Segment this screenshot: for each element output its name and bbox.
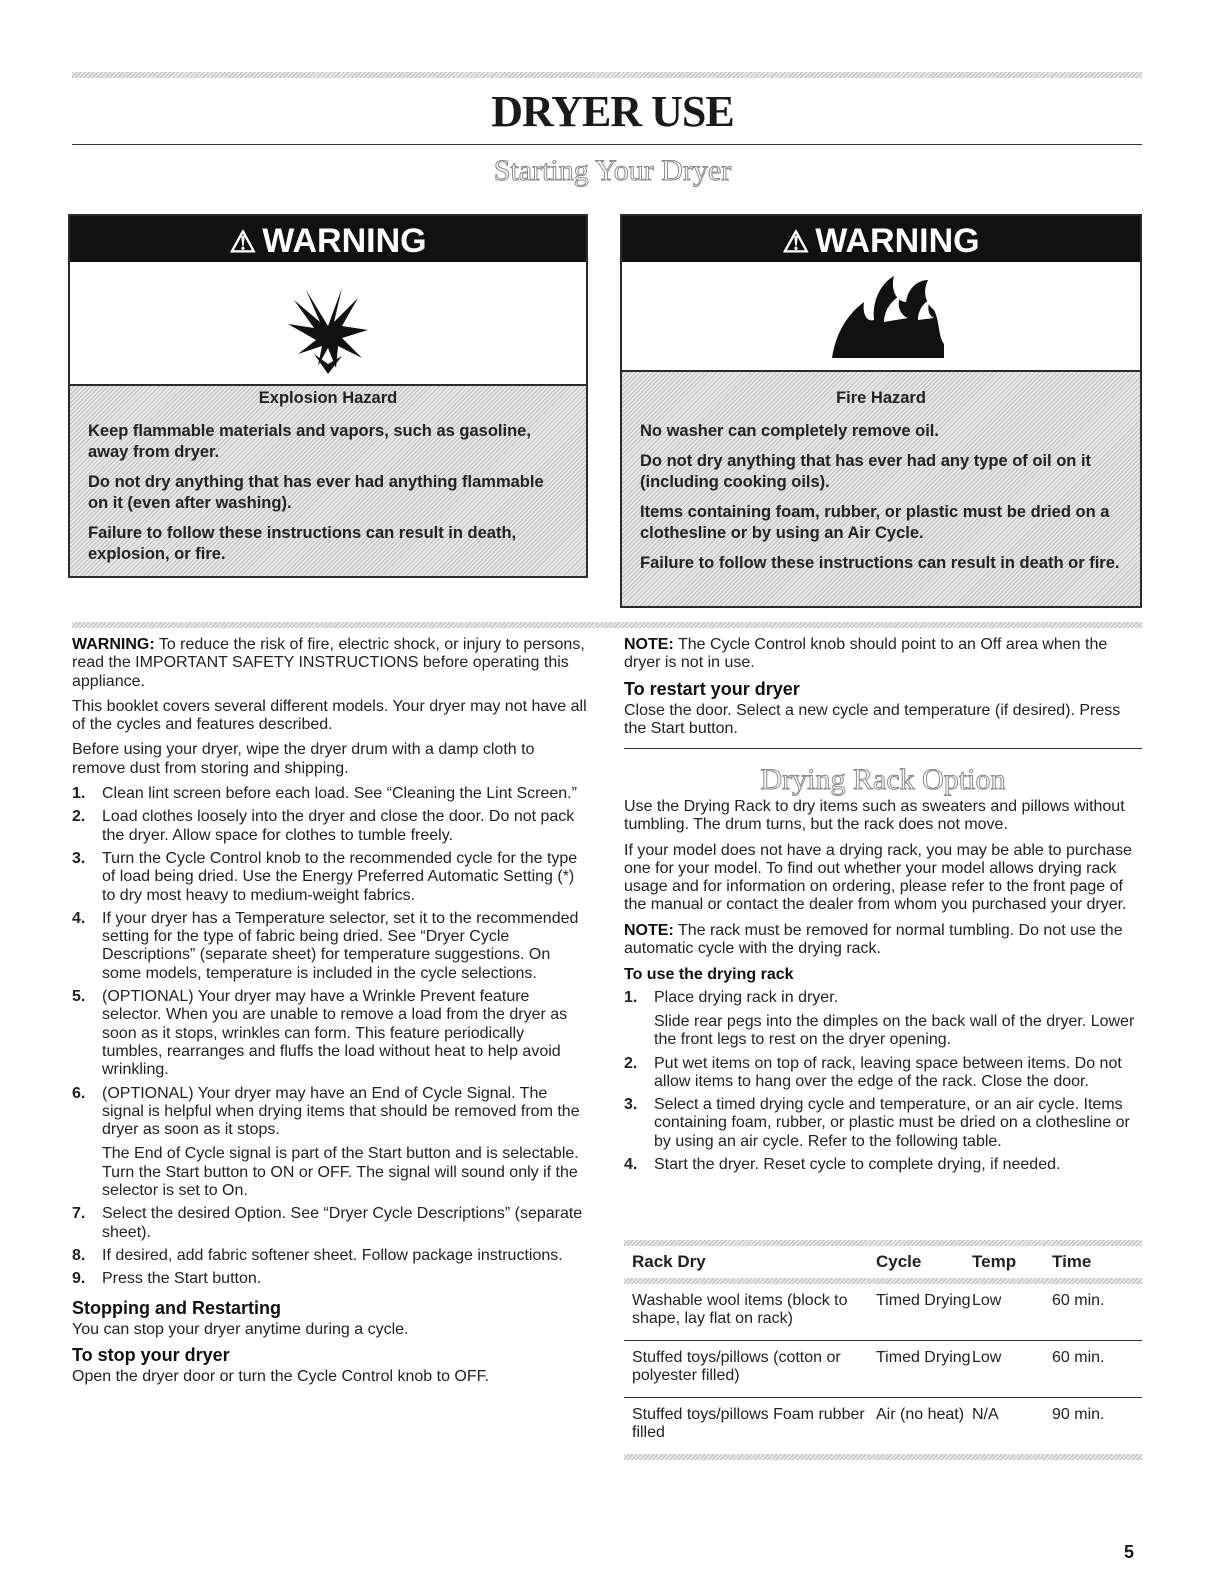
list-item xyxy=(72,808,588,845)
rack-paragraph: If your model does not have a drying rack, you may be able to purchase one for your model. To find out whether your model allows drying rack usage and for information on ordering, please refer to the front page of the manual or contact the dealer from whom you purchased your dryer. xyxy=(624,841,1132,914)
section-heading-starting: Starting Your Dryer xyxy=(493,154,732,187)
header-rack-dry: Rack Dry xyxy=(632,1252,706,1271)
list-item xyxy=(72,1085,588,1201)
list-item xyxy=(624,989,1140,1050)
list-item xyxy=(624,1096,1140,1151)
table-cell: Stuffed toys/pillows Foam rubber filled xyxy=(632,1406,865,1441)
table-header-row xyxy=(624,1246,1142,1278)
step-text: Place drying rack in dryer. xyxy=(654,988,839,1006)
step-text: If desired, add fabric softener sheet. Follow package instructions. xyxy=(102,1246,563,1264)
fire-warning-box xyxy=(620,214,1142,608)
table-cell: Air (no heat) xyxy=(876,1406,965,1423)
step-number: 1. xyxy=(72,785,86,803)
table-row xyxy=(624,1284,1142,1341)
list-item xyxy=(72,1247,588,1265)
warning-line: Failure to follow these instructions can result in death or fire. xyxy=(640,554,1120,572)
rack-paragraph: Use the Drying Rack to dry items such as sweaters and pillows without tumbling. The drum turns, but the rack does not move. xyxy=(624,798,1125,834)
list-item xyxy=(72,785,588,803)
right-column-rule xyxy=(624,748,1142,749)
warning-line: Do not dry anything that has ever had any type of oil on it (including cooking oils). xyxy=(640,452,1092,491)
table-cell: Washable wool items (block to shape, lay flat on rack) xyxy=(632,1292,848,1327)
explosion-icon xyxy=(70,262,586,384)
step-number: 6. xyxy=(72,1084,86,1102)
step-number: 3. xyxy=(72,849,86,867)
step-number: 7. xyxy=(72,1205,86,1223)
warning-label: WARNING xyxy=(262,222,427,260)
step-number: 5. xyxy=(72,988,86,1006)
note-text: The rack must be removed for normal tumbling. Do not use the automatic cycle with the drying rack. xyxy=(624,921,1123,958)
warning-line: No washer can completely remove oil. xyxy=(640,422,939,440)
intro-paragraph: Before using your dryer, wipe the dryer drum with a damp cloth to remove dust from storing and shipping. xyxy=(72,741,535,777)
table-cell: N/A xyxy=(972,1406,999,1423)
step-number: 1. xyxy=(624,988,638,1006)
table-bottom-band xyxy=(624,1454,1142,1460)
hazard-title: Fire Hazard xyxy=(836,389,926,407)
stopping-heading: Stopping and Restarting xyxy=(72,1297,281,1318)
table-cell: Timed Drying xyxy=(876,1292,971,1309)
hazard-title: Explosion Hazard xyxy=(258,389,398,407)
step-text: (OPTIONAL) Your dryer may have a Wrinkle Prevent feature selector. When you are unable to remove a load from the dryer as soon as it stops, wrinkles can form. This feature periodically tumbles, rearranges and fluffs the load without heat to help avoid wrinkling. xyxy=(102,988,568,1079)
step-number: 4. xyxy=(72,909,86,927)
step-text: Select a timed drying cycle and temperature, or an air cycle. Items containing foam, rubber, or plastic must be dried on a clothesline or by using an air cycle. Refer to the following table. xyxy=(654,1096,1130,1150)
table-cell: 60 min. xyxy=(1052,1292,1105,1309)
step-text: Load clothes loosely into the dryer and close the door. Do not pack the dryer. Allow space for clothes to tumble freely. xyxy=(102,808,575,844)
fire-icon-area xyxy=(622,262,1140,372)
list-item xyxy=(72,910,588,983)
note-paragraph xyxy=(624,636,1140,673)
table-cell: 60 min. xyxy=(1052,1349,1105,1366)
warning-inline-label: WARNING: xyxy=(72,636,155,653)
step-text: Press the Start button. xyxy=(102,1270,262,1288)
intro-paragraph: This booklet covers several different models. Your dryer may not have all of the cycles and features described. xyxy=(72,697,587,734)
list-item xyxy=(624,1055,1140,1092)
rack-dry-table xyxy=(624,1240,1142,1460)
table-cell: Timed Drying xyxy=(876,1349,971,1366)
step-number: 9. xyxy=(72,1270,86,1288)
step-text: Turn the Cycle Control knob to the recommended cycle for the type of load being dried. Use the Energy Preferred Automatic Setting (*) to dry most heavy to medium-weight fabrics. xyxy=(102,849,578,904)
table-row xyxy=(624,1398,1142,1454)
step-text: (OPTIONAL) Your dryer may have an End of Cycle Signal. The signal is helpful when drying items that should be removed from the dryer as soon as it stops. xyxy=(102,1084,580,1139)
header-cycle: Cycle xyxy=(876,1252,922,1271)
list-item xyxy=(72,1205,588,1242)
warning-banner xyxy=(622,216,1140,262)
table-cell: Low xyxy=(972,1349,1002,1366)
table-cell: Stuffed toys/pillows (cotton or polyester filled) xyxy=(632,1349,841,1384)
step-extra-text: Slide rear pegs into the dimples on the back wall of the dryer. Lower the front legs to rest on the dryer opening. xyxy=(654,1012,1135,1049)
warning-banner xyxy=(70,216,586,262)
rack-steps-list xyxy=(624,989,1140,1175)
explosion-warning-box xyxy=(68,214,588,578)
explosion-warning-text xyxy=(70,388,586,574)
page-number: 5 xyxy=(1124,1542,1135,1562)
list-item xyxy=(72,988,588,1079)
step-number: 8. xyxy=(72,1246,86,1264)
step-number: 2. xyxy=(72,808,86,826)
use-rack-heading: To use the drying rack xyxy=(624,966,794,984)
right-column-rack xyxy=(624,798,1140,1179)
list-item xyxy=(72,850,588,905)
warning-line: Failure to follow these instructions can result in death, explosion, or fire. xyxy=(88,524,517,563)
step-text: Put wet items on top of rack, leaving space between items. Do not allow items to hang over the edge of the rack. Close the door. xyxy=(654,1054,1122,1090)
mid-hatch-band xyxy=(72,622,1142,628)
right-column-top xyxy=(624,636,1140,745)
step-text: Clean lint screen before each load. See “Cleaning the Lint Screen.” xyxy=(102,785,577,803)
note-label: NOTE: xyxy=(624,921,674,939)
explosion-icon-area xyxy=(70,262,586,386)
note-label: NOTE: xyxy=(624,636,674,653)
left-column xyxy=(72,636,588,1394)
top-hatch-band xyxy=(72,72,1142,78)
step-text: Select the desired Option. See “Dryer Cycle Descriptions” (separate sheet). xyxy=(102,1205,583,1241)
fire-icon xyxy=(622,262,1140,370)
page-title: DRYER USE xyxy=(491,87,734,136)
header-time: Time xyxy=(1052,1252,1092,1271)
table-row xyxy=(624,1341,1142,1398)
step-text: Start the dryer. Reset cycle to complete drying, if needed. xyxy=(654,1156,1061,1174)
step-number: 2. xyxy=(624,1054,638,1072)
fire-warning-text xyxy=(622,388,1140,583)
warning-line: Do not dry anything that has ever had anything flammable on it (even after washing). xyxy=(88,473,544,512)
title-rule xyxy=(72,144,1142,145)
warning-triangle-icon: ⚠ xyxy=(782,226,810,259)
restart-heading: To restart your dryer xyxy=(624,678,800,699)
header-temp: Temp xyxy=(972,1252,1017,1271)
table-cell: 90 min. xyxy=(1052,1406,1105,1423)
warning-line: Items containing foam, rubber, or plastic must be dried on a clothesline or by using an Air Cycle. xyxy=(640,503,1110,542)
warning-line: Keep flammable materials and vapors, such as gasoline, away from dryer. xyxy=(88,422,531,461)
stopping-text: You can stop your dryer anytime during a cycle. xyxy=(72,1320,409,1338)
step-number: 4. xyxy=(624,1156,638,1174)
warning-inline-text: To reduce the risk of fire, electric shock, or injury to persons, read the IMPORTANT SAFETY INSTRUCTIONS before operating this appliance. xyxy=(72,636,585,690)
note-text: The Cycle Control knob should point to an Off area when the dryer is not in use. xyxy=(624,636,1108,672)
table-cell: Low xyxy=(972,1292,1002,1309)
list-item xyxy=(624,1156,1140,1174)
stop-heading: To stop your dryer xyxy=(72,1345,230,1366)
note-paragraph xyxy=(624,922,1140,959)
step-number: 3. xyxy=(624,1096,638,1114)
warning-label: WARNING xyxy=(815,222,980,260)
restart-text: Close the door. Select a new cycle and temperature (if desired). Press the Start button. xyxy=(624,701,1121,738)
list-item xyxy=(72,1270,588,1288)
starting-steps-list xyxy=(72,785,588,1288)
section-heading-drying-rack: Drying Rack Option xyxy=(760,763,1006,796)
step-extra-text: The End of Cycle signal is part of the Start button and is selectable. Turn the Start button to ON or OFF. The signal will sound only if the selector is set to On. xyxy=(102,1145,579,1200)
warning-paragraph xyxy=(72,636,588,691)
warning-triangle-icon: ⚠ xyxy=(229,226,257,259)
step-text: If your dryer has a Temperature selector, set it to the recommended setting for the type of fabric being dried. See “Dryer Cycle Descriptions” (separate sheet) for temperature suggestions. On some models, temperature is included in the cycle selections. xyxy=(102,909,579,982)
stop-text: Open the dryer door or turn the Cycle Control knob to OFF. xyxy=(72,1368,490,1386)
